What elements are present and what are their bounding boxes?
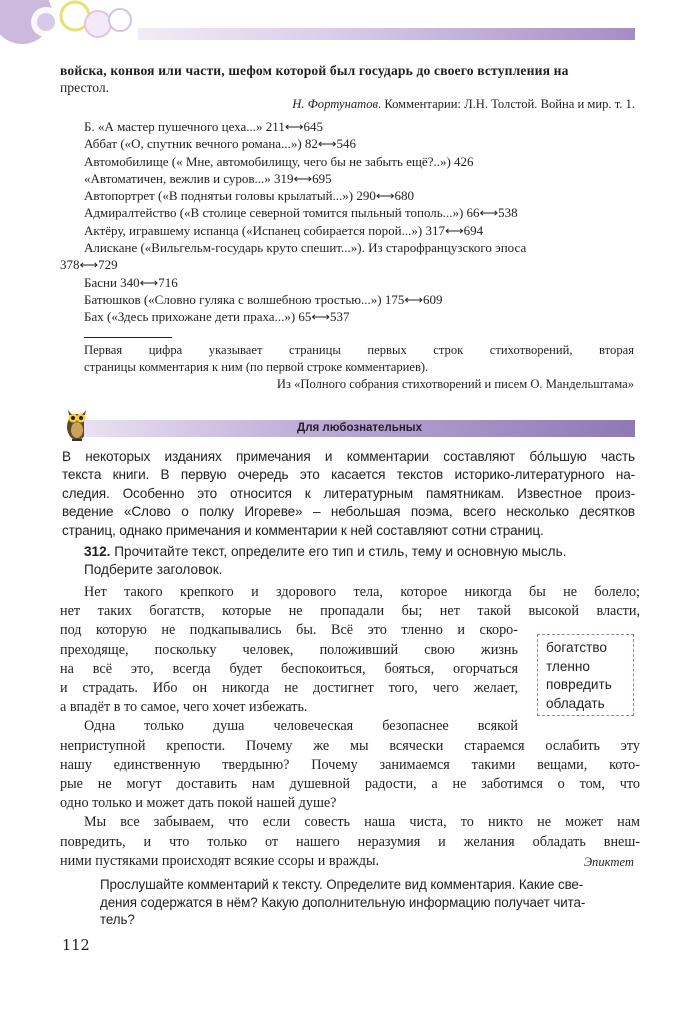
index-item: «Автоматичен, вежлив и суров...» 319⟷695: [84, 170, 332, 186]
index-item: Аббат («О, спутник вечного романа...») 82⟷546: [84, 136, 357, 152]
vocabulary-word: тленно: [546, 658, 590, 674]
text-line: Мы все забываем, что если совесть наша чиста, то никто не может нам: [84, 814, 640, 831]
curiosity-title: Для любознательных: [297, 422, 422, 434]
text-line: Нет такого крепкого и здорового тела, которое никогда бы не болело;: [84, 584, 640, 600]
exercise-line: Подберите заголовок.: [84, 562, 223, 577]
index-item: Батюшков («Словно гуляка с волшебною тростью...») 175⟷609: [84, 291, 443, 307]
curiosity-line: следия. Особенно это относится к литературным памятникам. Известное произ-: [62, 485, 635, 501]
text-line: нашу единственную твердыню? Почему занимаемся такими вещами, кото-: [60, 756, 640, 773]
text-line: а впадёт в то самое, чего хочет избежать.: [60, 699, 308, 716]
intro-line: войска, конвоя или части, шефом которой был государь до своего вступления на: [60, 63, 569, 78]
index-item: 378⟷729: [60, 257, 118, 273]
exercise-line: Прочитайте текст, определите его тип и стиль, тему и основную мысль.: [114, 544, 567, 559]
final-task-line: тель?: [100, 912, 135, 928]
exercise-number: 312.: [84, 544, 111, 559]
header-band: [138, 28, 635, 40]
curiosity-line: В некоторых изданиях примечания и комментарии составляют бо́льшую часть: [62, 449, 635, 464]
source-rest: . Комментарии: Л.Н. Толстой. Война и мир. т. 1.: [378, 97, 635, 111]
text-line: повредить, и что только от нашего неразумия и желания обладать внеш-: [60, 833, 640, 850]
page-number: 112: [62, 938, 90, 954]
text-line: неприступной крепости. Почему же мы всячески стараемся ослабить эту: [60, 737, 640, 754]
curiosity-text: [62, 448, 635, 540]
footnote-divider: [84, 337, 172, 338]
index-item: Адмиралтейство («В столице северной томится пыльный тополь...») 66⟷538: [84, 205, 518, 221]
index-item: Актёру, игравшему испанца («Испанец собирается порой...») 317⟷694: [84, 222, 484, 238]
index-item: Бах («Здесь прихожане дети праха...») 65⟷537: [84, 309, 350, 325]
text-line: преходяще, поскольку человек, положивший свою жизнь: [60, 641, 518, 658]
final-task-line: Прослушайте комментарий к тексту. Определите вид комментария. Какие све-: [100, 877, 584, 892]
footnote: [84, 342, 634, 393]
text-author: Эпиктет: [583, 855, 634, 869]
vocabulary-word: обладать: [546, 695, 605, 711]
footnote-source: Из «Полного собрания стихотворений и писем О. Мандельштама»: [276, 377, 634, 391]
final-task-line: дения содержатся в нём? Какую дополнительную информацию получает чита-: [100, 894, 586, 910]
text-line: рые не могут доставить нам душевной радости, а не заботимся о том, что: [60, 776, 640, 793]
exercise-312: [84, 543, 639, 579]
curiosity-header: [84, 420, 635, 437]
text-line: на всё это, всегда будет беспокоиться, бояться, огорчаться: [60, 660, 518, 677]
text-line: Одна только душа человеческая безопаснее всякой: [84, 718, 518, 735]
vocabulary-word: богатство: [546, 640, 607, 655]
index-item: Басни 340⟷716: [84, 274, 178, 290]
intro-block: [60, 62, 635, 113]
curiosity-line: страниц, однако примечания и комментарии к ней составляют сотни страниц.: [62, 522, 544, 538]
text-line: под которую не подкапывались бы. Всё это тленно и скоро-: [60, 622, 518, 639]
header-decoration: [0, 0, 200, 52]
text-line: нет таких богатств, которые не пропадали бы; нет такой высокой власти,: [60, 603, 640, 620]
source-author: Н. Фортунатов: [292, 97, 379, 111]
footnote-line: страницы комментария к ним (по первой строке комментариев).: [84, 360, 429, 374]
text-line: одно только и может дать покой нашей душе?: [60, 795, 337, 812]
intro-line: престол.: [60, 80, 110, 95]
text-line: и страдать. Ибо он никогда не достигнет того, чего желает,: [60, 680, 518, 697]
index-item: Б. «А мастер пушечного цеха...» 211⟷645: [84, 119, 323, 134]
main-text: [60, 583, 640, 871]
index-item: Автопортрет («В поднятьи головы крылатый...») 290⟷680: [84, 188, 414, 204]
index-item: Алискане («Вильгельм-государь круто спешит...»). Из старофранцузского эпоса: [84, 240, 527, 256]
curiosity-line: ведение «Слово о полку Игореве» – небольшая поэма, всего несколько десятков: [62, 504, 635, 520]
footnote-line: Первая цифра указывает страницы первых строк стихотворений, вторая: [84, 343, 634, 357]
text-line: ними пустяками происходят всякие ссоры и вражды.: [60, 852, 380, 869]
vocabulary-word: повредить: [546, 677, 612, 692]
index-item: Автомобилище (« Мне, автомобилищу, чего бы не забыть ещё?..») 426: [84, 153, 474, 169]
vocabulary-box: [537, 634, 634, 716]
index-list: [60, 118, 644, 326]
final-task: [100, 876, 635, 929]
intro-source: [60, 96, 635, 113]
curiosity-line: текста книги. В первую очередь это касается текстов историко-литературного на-: [62, 467, 635, 483]
